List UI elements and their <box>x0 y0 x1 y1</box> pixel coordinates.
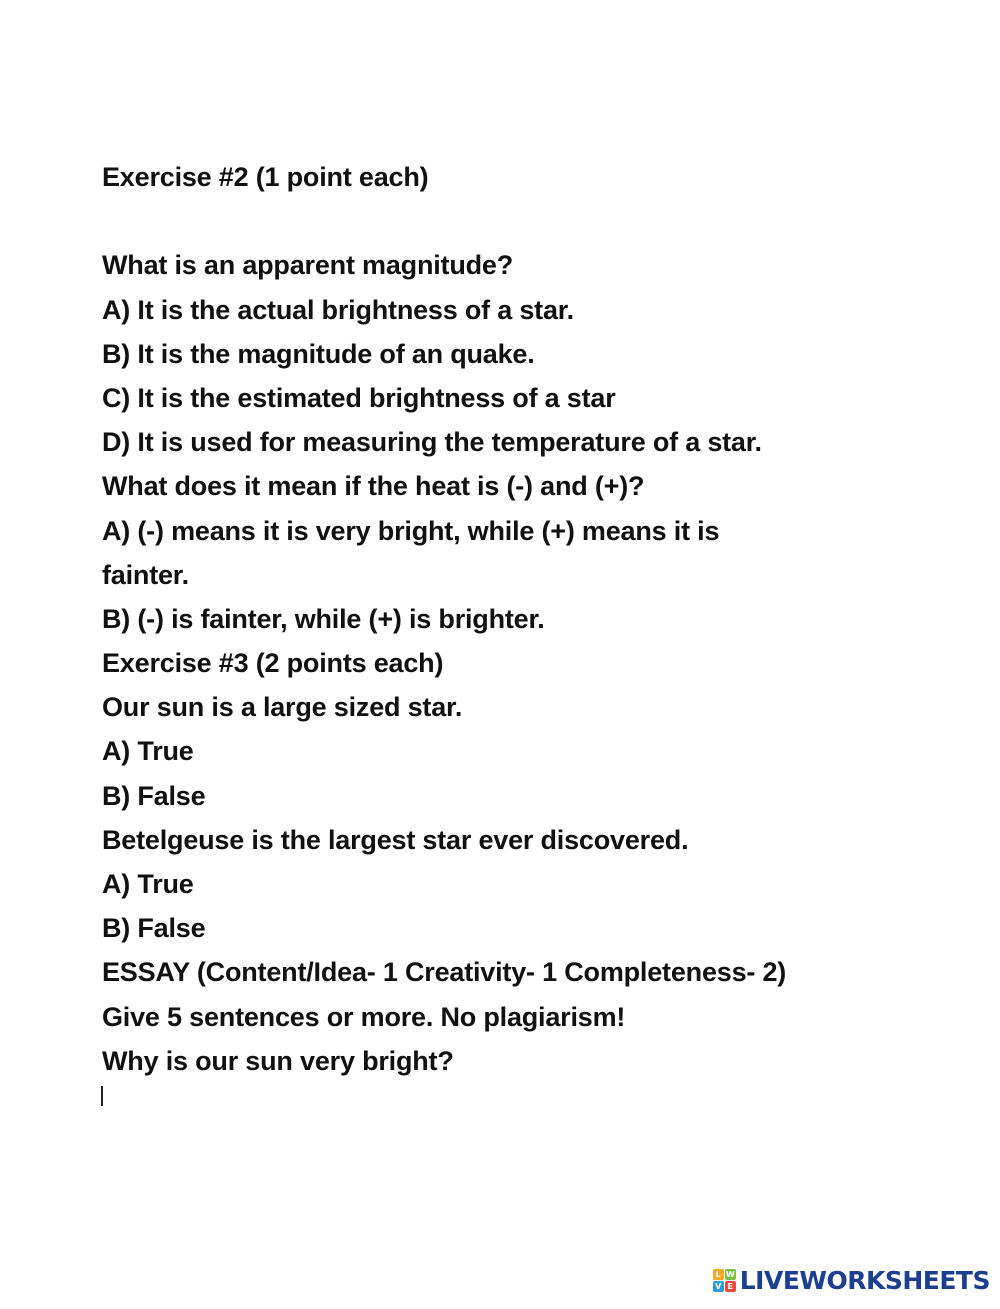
question-2-option-b: B) (-) is fainter, while (+) is brighter. <box>102 603 545 634</box>
question-3-option-b: B) False <box>102 780 206 811</box>
worksheet-content <box>102 155 962 1083</box>
brand-name: LIVEWORKSHEETS <box>739 1266 990 1295</box>
logo-letter: L <box>713 1269 724 1280</box>
question-3-option-a: A) True <box>102 736 194 767</box>
logo-letter: W <box>725 1270 735 1279</box>
logo-letter: V <box>713 1281 724 1292</box>
question-2-option-a-continued: fainter. <box>102 559 189 590</box>
essay-title: ESSAY (Content/Idea- 1 Creativity- 1 Completeness- 2) <box>102 957 787 988</box>
logo-letter: E <box>725 1281 736 1292</box>
question-2-option-a: A) (-) means it is very bright, while (+) means it is <box>102 515 720 546</box>
question-sun-size: Our sun is a large sized star. <box>102 692 463 723</box>
essay-instruction: Give 5 sentences or more. No plagiarism! <box>102 1001 626 1032</box>
essay-question: Why is our sun very bright? <box>102 1045 454 1076</box>
exercise-3-title: Exercise #3 (2 points each) <box>102 648 444 679</box>
question-4-option-b: B) False <box>102 913 206 944</box>
question-1-option-b: B) It is the magnitude of an quake. <box>102 338 535 369</box>
question-heat-sign: What does it mean if the heat is (-) and (+)? <box>102 471 645 502</box>
question-1-option-a: A) It is the actual brightness of a star. <box>102 294 574 325</box>
question-betelgeuse: Betelgeuse is the largest star ever discovered. <box>102 824 689 855</box>
exercise-2-title: Exercise #2 (1 point each) <box>102 162 429 192</box>
question-1-option-d: D) It is used for measuring the temperature of a star. <box>102 427 762 458</box>
liveworksheets-brand <box>713 1266 990 1295</box>
question-apparent-magnitude: What is an apparent magnitude? <box>102 250 514 281</box>
question-1-option-c: C) It is the estimated brightness of a star <box>102 382 616 413</box>
blank-line <box>102 199 962 243</box>
question-4-option-a: A) True <box>102 869 194 899</box>
liveworksheets-logo-icon <box>713 1269 736 1292</box>
text-cursor <box>101 1086 103 1106</box>
